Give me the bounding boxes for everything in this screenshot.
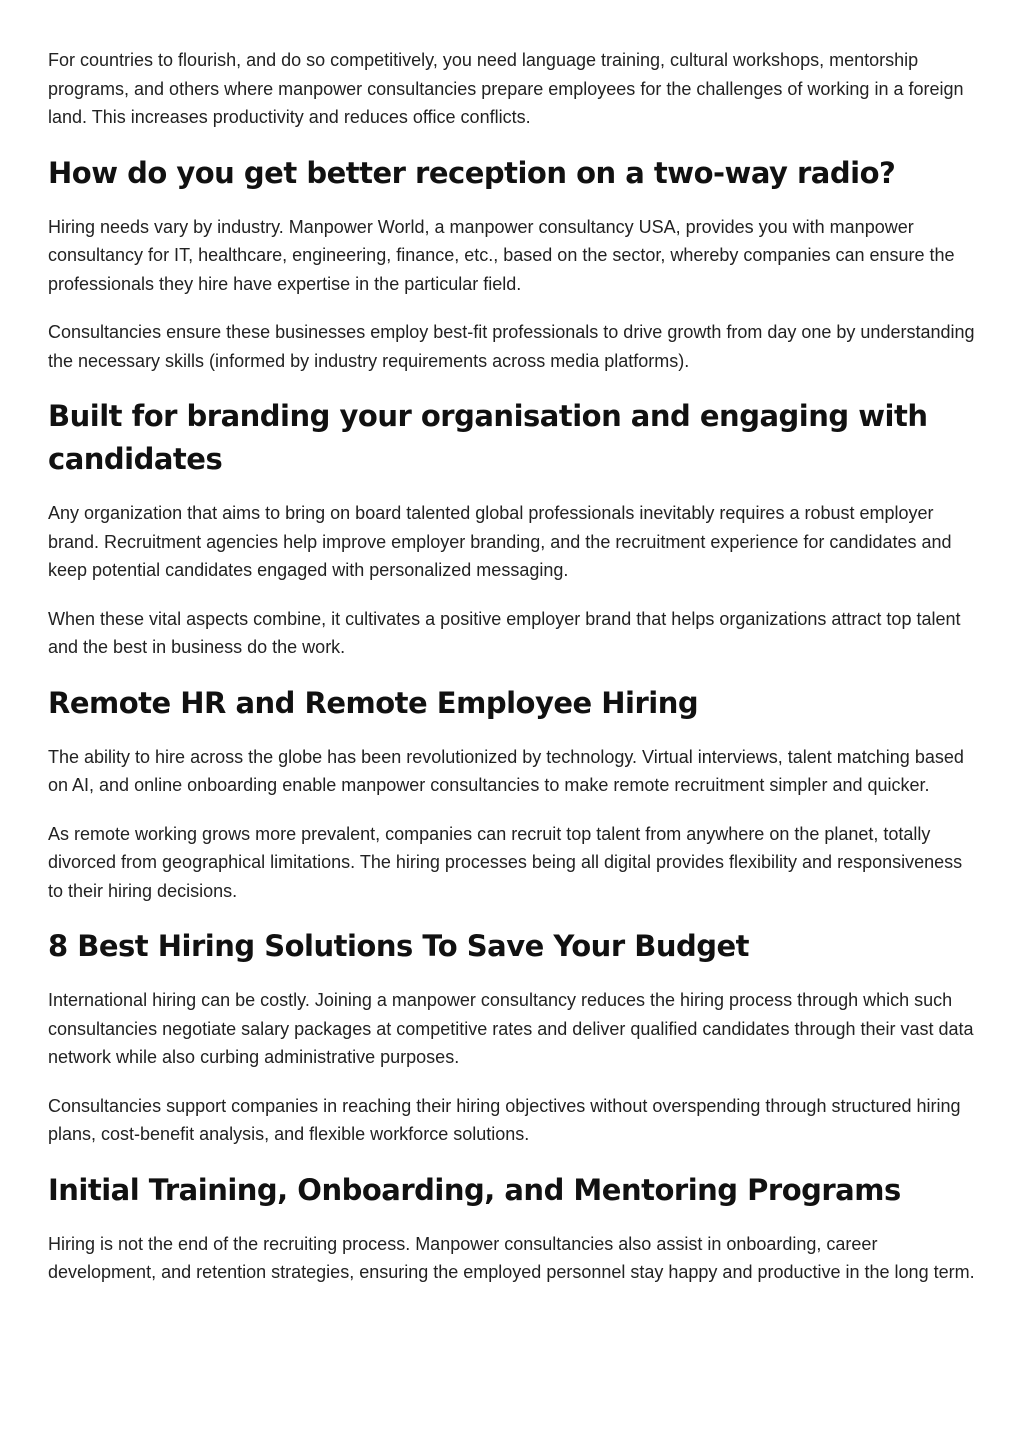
section-paragraph: Hiring is not the end of the recruiting process. Manpower consultancies also assist in onboarding, career development, and retention strategies, ensuring the employed personnel stay happy and productive in the long term. [48, 1233, 975, 1282]
section-paragraph: Consultancies support companies in reaching their hiring objectives without overspending through structured hiring plans, cost-benefit analysis, and flexible workforce solutions. [48, 1095, 961, 1144]
article-page [48, 46, 978, 1307]
section-heading-budget: 8 Best Hiring Solutions To Save Your Budget [48, 929, 750, 963]
section-heading-remote-hr: Remote HR and Remote Employee Hiring [48, 685, 699, 720]
section-paragraph: When these vital aspects combine, it cultivates a positive employer brand that helps organizations attract top talent and the best in business do the work. [48, 608, 961, 657]
section-paragraph: International hiring can be costly. Joining a manpower consultancy reduces the hiring process through which such consultancies negotiate salary packages at competitive rates and deliver qualified candidates through their vast data network while also curbing administrative purposes. [48, 990, 974, 1067]
section-heading-training: Initial Training, Onboarding, and Mentoring Programs [48, 1172, 901, 1207]
section-paragraph: Consultancies ensure these businesses employ best-fit professionals to drive growth from day one by understanding the necessary skills (informed by industry requirements across media platforms). [48, 322, 975, 371]
section-paragraph: Hiring needs vary by industry. Manpower World, a manpower consultancy USA, provides you with manpower consultancy for IT, healthcare, engineering, finance, etc., based on the sector, whereby companies can ensure the professionals they hire have expertise in the particular field. [48, 216, 955, 294]
section-heading-branding: Built for branding your organisation and engaging with candidates [48, 399, 928, 476]
section-heading-two-way-radio: How do you get better reception on a two-way radio? [48, 155, 896, 190]
section-paragraph: As remote working grows more prevalent, companies can recruit top talent from anywhere on the planet, totally divorced from geographical limitations. The hiring processes being all digital provides flexibility and responsiveness to their hiring decisions. [48, 823, 963, 901]
section-paragraph: Any organization that aims to bring on board talented global professionals inevitably requires a robust employer brand. Recruitment agencies help improve employer branding, and the recruitment experience for candidates and keep potential candidates engaged with personalized messaging. [48, 503, 952, 580]
section-paragraph: The ability to hire across the globe has been revolutionized by technology. Virtual interviews, talent matching based on AI, and online onboarding enable manpower consultancies to make remote recruitment simpler and quicker. [48, 746, 964, 795]
intro-paragraph: For countries to flourish, and do so competitively, you need language training, cultural workshops, mentorship programs, and others where manpower consultancies prepare employees for the challenges of working in a foreign land. This increases productivity and reduces office conflicts. [48, 50, 964, 127]
